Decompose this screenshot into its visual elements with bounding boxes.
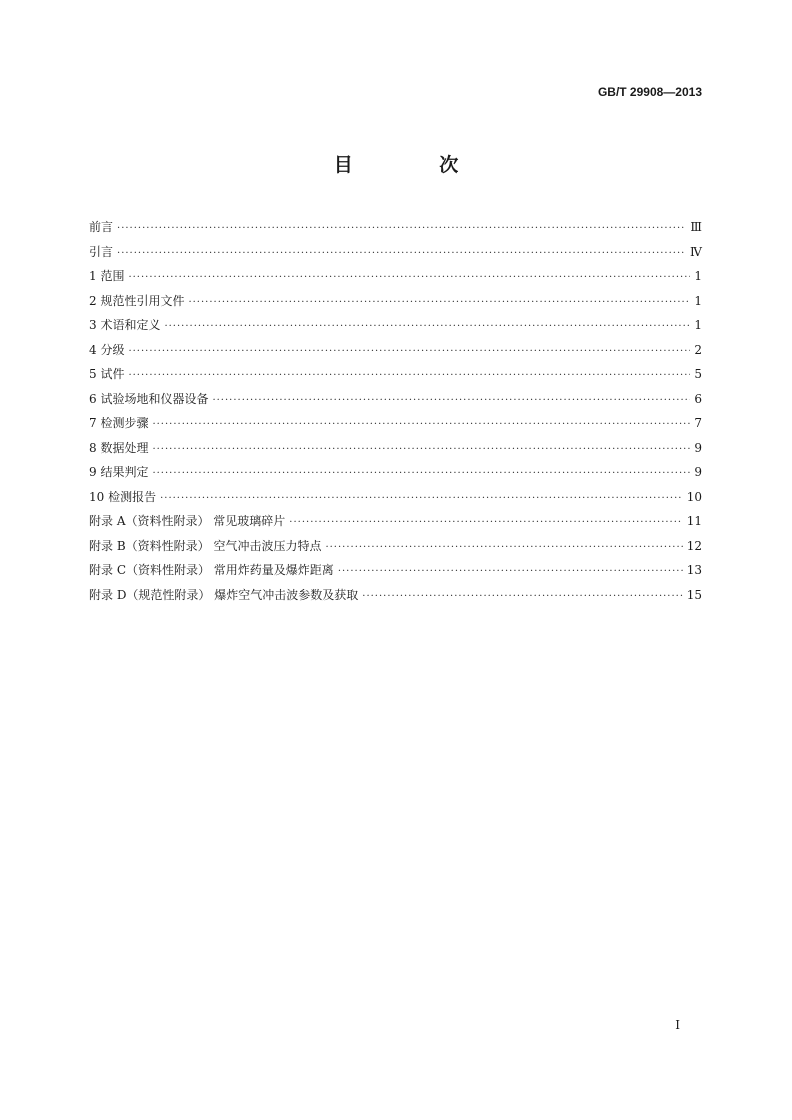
toc-leader-dots — [325, 536, 682, 561]
toc-entry-label: 5 试件 — [89, 367, 125, 381]
toc-leader-dots — [128, 266, 690, 291]
toc-entry-label: 4 分级 — [89, 342, 125, 357]
toc-entry-page: 9 — [694, 465, 702, 479]
toc-entry[interactable] — [89, 436, 702, 461]
toc-entry[interactable] — [89, 240, 702, 265]
toc-leader-dots — [152, 413, 690, 438]
toc-leader-dots — [338, 560, 683, 585]
toc-entry-label: 9 结果判定 — [89, 465, 149, 479]
toc-entry-label: 附录 C（资料性附录） 常用炸药量及爆炸距离 — [89, 563, 334, 577]
toc-entry-page: 7 — [694, 416, 702, 430]
toc-leader-dots — [152, 462, 690, 487]
toc-entry-page: 5 — [694, 367, 702, 381]
toc-entry[interactable] — [89, 387, 702, 412]
toc-entry[interactable] — [89, 362, 702, 387]
toc-entry-page: 2 — [694, 342, 702, 357]
toc-entry-page: 12 — [686, 538, 702, 553]
toc-entry[interactable] — [89, 411, 702, 436]
toc-entry-label: 前言 — [89, 220, 114, 234]
toc-entry-page: Ⅲ — [690, 220, 702, 234]
toc-entry-page: 1 — [694, 318, 702, 332]
toc-entry-page: Ⅳ — [690, 244, 702, 259]
toc-entry-page: 1 — [694, 293, 702, 308]
toc-leader-dots — [362, 585, 682, 610]
toc-entry-label: 3 术语和定义 — [89, 318, 161, 332]
toc-entry[interactable] — [89, 313, 702, 338]
toc-entry-page: 1 — [694, 269, 702, 283]
toc-leader-dots — [164, 315, 690, 340]
toc-entry[interactable] — [89, 558, 702, 583]
toc-entry-label: 7 检测步骤 — [89, 416, 149, 430]
toc-leader-dots — [117, 217, 686, 242]
toc-entry[interactable] — [89, 583, 702, 608]
toc-entry-label: 2 规范性引用文件 — [89, 293, 185, 308]
toc-entry[interactable] — [89, 215, 702, 240]
toc-entry[interactable] — [89, 264, 702, 289]
toc-entry-label: 10 检测报告 — [89, 489, 157, 504]
toc-entry[interactable] — [89, 289, 702, 314]
toc-entry-label: 6 试验场地和仪器设备 — [89, 391, 209, 406]
toc-entry-page: 15 — [686, 587, 702, 602]
toc-entry-label: 附录 B（资料性附录） 空气冲击波压力特点 — [89, 538, 322, 553]
toc-entry-page: 11 — [686, 514, 702, 528]
toc-entry[interactable] — [89, 338, 702, 363]
toc-entry[interactable] — [89, 485, 702, 510]
toc-leader-dots — [160, 487, 683, 512]
toc-entry-label: 8 数据处理 — [89, 440, 149, 455]
standard-code: GB/T 29908—2013 — [597, 85, 702, 99]
toc-entry-page: 10 — [686, 489, 702, 504]
toc-leader-dots — [212, 389, 690, 414]
toc-entry-label: 附录 A（资料性附录） 常见玻璃碎片 — [89, 514, 286, 528]
toc-leader-dots — [128, 340, 690, 365]
toc-entry[interactable] — [89, 460, 702, 485]
toc-entry-label: 附录 D（规范性附录） 爆炸空气冲击波参数及获取 — [89, 587, 359, 602]
toc-leader-dots — [117, 242, 686, 267]
toc-entry-page: 13 — [686, 563, 702, 577]
toc-entry[interactable] — [89, 509, 702, 534]
toc-leader-dots — [289, 511, 682, 536]
toc-entry-label: 引言 — [89, 244, 114, 259]
page-number: I — [675, 1018, 680, 1032]
table-of-contents — [89, 215, 702, 607]
toc-entry-label: 1 范围 — [89, 269, 125, 283]
toc-leader-dots — [128, 364, 690, 389]
page-title: 目 次 — [333, 154, 499, 176]
toc-entry-page: 6 — [694, 391, 702, 406]
toc-entry-page: 9 — [694, 440, 702, 455]
toc-entry[interactable] — [89, 534, 702, 559]
toc-leader-dots — [152, 438, 690, 463]
toc-leader-dots — [188, 291, 690, 316]
